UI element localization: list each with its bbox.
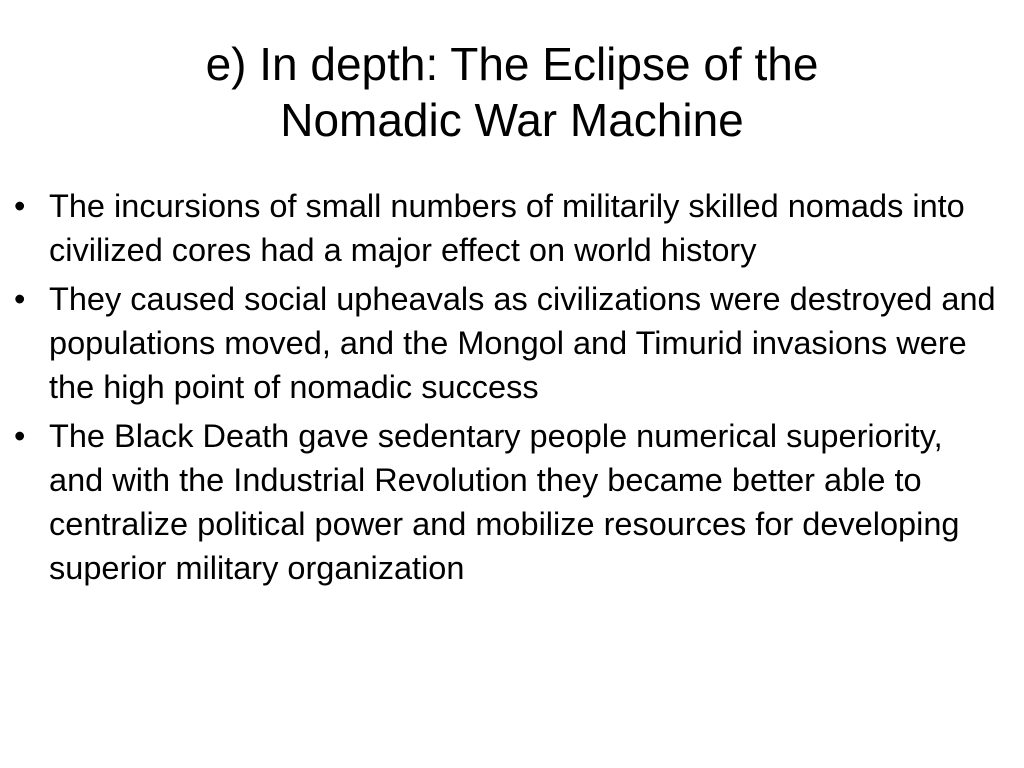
bullet-list [14, 184, 1004, 595]
bullet-marker: • [14, 281, 26, 317]
bullet-item-3 [14, 414, 1004, 590]
bullet-item-1 [14, 184, 1004, 272]
bullet-text-1: The incursions of small numbers of militarily skilled nomads into civilized cores had a major effect on world history [49, 188, 965, 268]
slide-title [60, 36, 964, 148]
slide-title-line-1: e) In depth: The Eclipse of the [205, 38, 819, 90]
bullet-item-2 [14, 277, 1004, 409]
bullet-marker: • [14, 418, 26, 454]
bullet-marker: • [14, 188, 26, 224]
bullet-text-2: They caused social upheavals as civilizations were destroyed and populations moved, and the Mongol and Timurid invasions were the high point of nomadic success [49, 281, 996, 405]
bullet-text-3: The Black Death gave sedentary people numerical superiority, and with the Industrial Revolution they became better able to centralize political power and mobilize resources for developing superior military organization [49, 418, 960, 586]
slide-title-line-2: Nomadic War Machine [280, 94, 744, 146]
